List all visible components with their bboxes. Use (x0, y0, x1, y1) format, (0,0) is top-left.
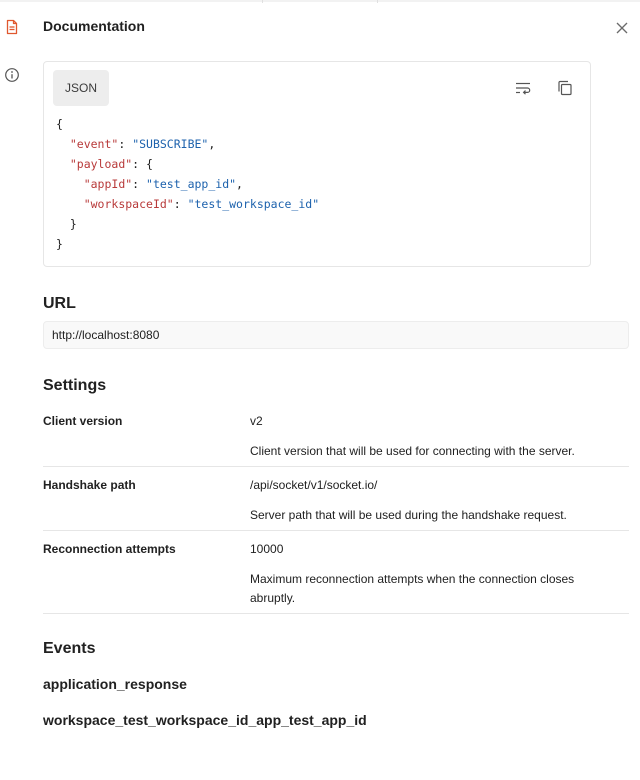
settings-row-client-version (43, 414, 629, 467)
setting-label: Handshake path (43, 478, 136, 492)
settings-heading: Settings (43, 377, 107, 394)
url-field[interactable] (43, 321, 629, 349)
setting-description: Server path that will be used during the handshake request. (250, 508, 567, 522)
code-key: "payload" (69, 157, 133, 171)
panel-title: Documentation (43, 18, 145, 34)
setting-label: Client version (43, 414, 123, 428)
code-key: "appId" (83, 177, 133, 191)
code-brace: } (56, 237, 63, 251)
setting-description: Client version that will be used for connecting with the server. (250, 444, 575, 458)
setting-value: /api/socket/v1/socket.io/ (250, 478, 378, 492)
event-item[interactable]: application_response (43, 676, 187, 692)
setting-value: 10000 (250, 542, 284, 556)
tab-separator (377, 0, 378, 3)
settings-row-reconnection-attempts (43, 542, 629, 614)
document-icon[interactable] (4, 19, 20, 35)
settings-row-handshake-path (43, 478, 629, 531)
code-brace: } (69, 217, 77, 231)
code-string: "test_app_id" (146, 177, 237, 191)
language-button[interactable]: JSON (53, 70, 109, 106)
side-rail (0, 0, 24, 780)
code-content[interactable]: { "event": "SUBSCRIBE", "payload": { "appId": "test_app_id", "workspaceId": "test_workspace_id" } } (56, 117, 320, 251)
events-heading: Events (43, 640, 96, 657)
copy-icon[interactable] (556, 79, 574, 97)
code-string: "SUBSCRIBE" (132, 137, 209, 151)
tab-separator (262, 0, 263, 3)
setting-value: v2 (250, 414, 263, 428)
setting-label: Reconnection attempts (43, 542, 176, 556)
wrap-lines-icon[interactable] (514, 79, 532, 97)
event-item[interactable]: workspace_test_workspace_id_app_test_app_id (43, 712, 367, 728)
code-key: "workspaceId" (83, 197, 174, 211)
setting-description: Maximum reconnection attempts when the connection closes abruptly. (250, 572, 575, 605)
info-icon[interactable] (4, 67, 20, 83)
url-heading: URL (43, 295, 76, 312)
code-key: "event" (69, 137, 119, 151)
close-icon[interactable] (613, 19, 631, 37)
code-brace: { (56, 117, 63, 131)
top-divider (0, 0, 640, 2)
url-value: http://localhost:8080 (52, 328, 160, 342)
code-block (43, 61, 591, 267)
code-string: "test_workspace_id" (187, 197, 320, 211)
